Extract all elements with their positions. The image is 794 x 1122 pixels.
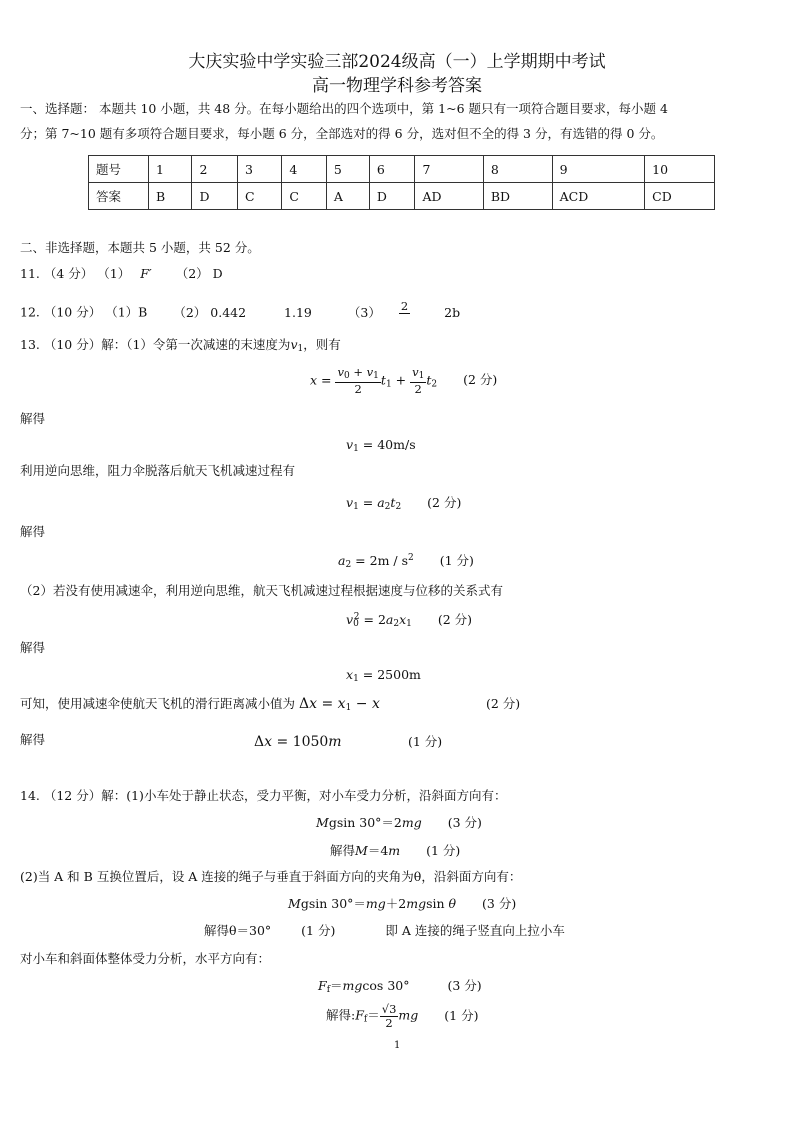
table-cell: 8 xyxy=(483,156,552,183)
q14-eq4-points: (1 分) xyxy=(301,923,336,938)
q13-eq3-points: (2 分) xyxy=(427,495,462,510)
q14-eq4-text: 解得θ＝30° xyxy=(204,923,272,938)
q13-eq6: $x_1 = 2500m$ xyxy=(346,667,421,684)
q14-eq4-note: 即 A 连接的绳子竖直向上拉小车 xyxy=(385,923,565,938)
q13-eq7: $\Delta x = x_1 - x$ xyxy=(299,696,380,713)
q14-eq3-text: sin 30°＝ xyxy=(308,896,366,911)
q13-intro-sub: 1 xyxy=(297,344,304,354)
table-cell: 2 xyxy=(192,156,238,183)
math-fraction: $\frac{√3}{2}$ xyxy=(381,1002,397,1030)
exam-subtitle: 高一物理学科参考答案 xyxy=(312,76,482,96)
q13-solve-4: 解得 xyxy=(20,732,46,747)
table-cell: A xyxy=(326,183,369,210)
q14-eq5-points: (3 分) xyxy=(447,978,482,993)
q14-eq6: 解得$:F_f=$ $\frac{√3}{2}$ mg (1 分) xyxy=(326,1002,479,1030)
q14-eq2: 解得M＝4m (1 分) xyxy=(330,843,461,858)
q14-eq6-pre: 解得: xyxy=(326,1007,356,1023)
section1-intro-line2: 分；第 7~10 题有多项符合题目要求，每小题 6 分，全部选对的得 6 分，选对但不全的得 3 分，有选错的得 0 分。 xyxy=(20,126,664,141)
q12-fraction xyxy=(399,300,410,326)
q13-eq8: Δx = 1050m xyxy=(254,734,342,750)
table-cell: D xyxy=(192,183,238,210)
q13-intro xyxy=(20,337,341,355)
q14-intro: 14. （12 分）解：(1)小车处于静止状态，受力平衡，对小车受力分析，沿斜面方向有： xyxy=(20,788,507,803)
section2-intro: 二、非选择题，本题共 5 小题，共 52 分。 xyxy=(20,240,260,255)
table-cell: 5 xyxy=(326,156,369,183)
table-cell: 6 xyxy=(369,156,415,183)
page-number: 1 xyxy=(394,1040,401,1051)
table-cell: CD xyxy=(645,183,715,210)
table-cell: 7 xyxy=(415,156,483,183)
table-header-cell: 题号 xyxy=(89,156,149,183)
q12-label: 12. （10 分） （1）B xyxy=(20,304,148,320)
q14-eq1-text: sin 30°＝2 xyxy=(336,815,402,830)
q14-eq2-points: (1 分) xyxy=(426,843,461,858)
q13-conclusion xyxy=(20,696,380,714)
q12-part2: （2） 0.442 xyxy=(173,304,247,320)
table-cell: B xyxy=(149,183,192,210)
q14-eq5: $F_f=mgcos$ 30° (3 分) xyxy=(318,978,482,995)
table-cell: D xyxy=(369,183,415,210)
math-x: x xyxy=(310,372,318,388)
q14-eq2-text: 解得 xyxy=(330,843,356,858)
q14-part2: (2)当 A 和 B 互换位置后，设 A 连接的绳子与垂直于斜面方向的夹角为θ，沿斜面方向有： xyxy=(20,869,522,884)
q14-eq3-points: (3 分) xyxy=(482,896,517,911)
q13-eq1: x = $\frac{v_0 + v_1}{2}$ $t_1$ + $\frac{v_1}{2}$ $t_2$ (2 分) xyxy=(310,365,498,396)
q13-eq2-value: = 40m/s xyxy=(362,437,416,452)
q12-part2b: 1.19 xyxy=(284,304,312,320)
q13-eq2: $v_1 = 40m/s$ xyxy=(346,437,416,454)
q13-eq8-points: (1 分) xyxy=(408,734,443,749)
q13-solve-2: 解得 xyxy=(20,524,46,539)
q12-line xyxy=(20,300,460,326)
table-cell: ACD xyxy=(552,183,645,210)
table-cell: BD xyxy=(483,183,552,210)
section1-intro-line1: 一、选择题： 本题共 10 小题，共 48 分。在每小题给出的四个选项中，第 1~6 题只有一项符合题目要求，每小题 4 xyxy=(20,101,668,116)
q12-part3b: 2b xyxy=(444,304,461,320)
q14-eq1-points: (3 分) xyxy=(447,815,482,830)
math-fraction: $\frac{v_1}{2}$ xyxy=(412,365,425,396)
table-cell: C xyxy=(238,183,282,210)
table-cell: 1 xyxy=(149,156,192,183)
q13-solve-1: 解得 xyxy=(20,411,46,426)
table-cell: 10 xyxy=(645,156,715,183)
table-cell: AD xyxy=(415,183,483,210)
table-row xyxy=(89,156,715,183)
q13-solve-3: 解得 xyxy=(20,640,46,655)
q11-part2: （2） D xyxy=(175,266,223,281)
q13-eq4-value: = 2m / s xyxy=(355,553,408,568)
q12-fraction-den xyxy=(399,314,410,327)
q11-line xyxy=(20,266,223,281)
q13-eq3: $v_1 = a_2t_2$ (2 分) xyxy=(346,495,462,512)
q14-eq3: Mgsin 30°＝mg＋2mgsin θ (3 分) xyxy=(288,896,517,911)
q13-eq5-points: (2 分) xyxy=(437,612,473,627)
table-cell: 9 xyxy=(552,156,645,183)
q14-eq4 xyxy=(204,923,565,938)
q14-whole: 对小车和斜面体整体受力分析，水平方向有： xyxy=(20,951,271,966)
table-header-cell: 答案 xyxy=(89,183,149,210)
table-cell: 4 xyxy=(282,156,326,183)
q13-eq4: $a_2 = 2m / s^2$ (1 分) xyxy=(338,553,474,570)
q13-intro-var: v xyxy=(290,337,298,352)
table-row xyxy=(89,183,715,210)
exam-title: 大庆实验中学实验三部2024级高（一）上学期期中考试 xyxy=(188,52,606,72)
table-cell: 3 xyxy=(238,156,282,183)
q11-answer-1: F′ xyxy=(140,266,152,281)
q11-label: 11. （4 分） （1） xyxy=(20,266,131,281)
q13-intro-text: 13. （10 分）解：（1）令第一次减速的末速度为 xyxy=(20,337,291,352)
q13-eq5: $v_0^2 = 2a_2x_1$ (2 分) xyxy=(346,612,473,629)
math-fraction: $\frac{v_0 + v_1}{2}$ xyxy=(337,365,379,396)
q13-eq4-points: (1 分) xyxy=(439,553,474,568)
q13-intro-tail: ，则有 xyxy=(303,337,341,352)
q12-fraction-num: 2 xyxy=(400,299,409,313)
q13-conclusion-text: 可知，使用减速伞使航天飞机的滑行距离减小值为 xyxy=(20,696,296,711)
answer-table xyxy=(88,155,715,210)
q13-part2: （2）若没有使用减速伞，利用逆向思维，航天飞机减速过程根据速度与位移的关系式有 xyxy=(20,583,503,598)
q14-eq1: Mgsin 30°＝2mg (3 分) xyxy=(316,815,482,830)
q14-eq6-points: (1 分) xyxy=(444,1007,479,1023)
q13-eq8-value: = 1050 xyxy=(276,734,329,750)
q12-part3: （3） xyxy=(347,304,381,320)
q13-eq6-value: = 2500m xyxy=(362,667,421,682)
q13-reverse: 利用逆向思维，阻力伞脱落后航天飞机减速过程有 xyxy=(20,463,296,478)
q13-eq7-points: (2 分) xyxy=(486,696,521,711)
table-cell: C xyxy=(282,183,326,210)
q13-eq1-points: (2 分) xyxy=(463,372,498,388)
